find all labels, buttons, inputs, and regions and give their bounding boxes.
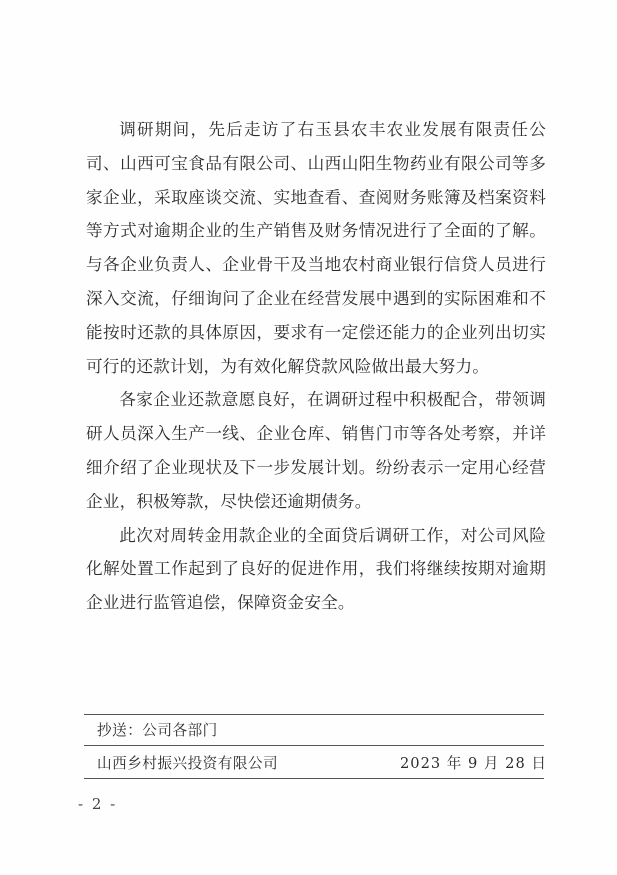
issuing-organization: 山西乡村振兴投资有限公司 [97,755,279,772]
body-paragraph-1: 调研期间，先后走访了右玉县农丰农业发展有限责任公司、山西可宝食品有限公司、山西山阳生物药业有限公司等多家企业，采取座谈交流、实地查看、查阅财务账簿及档案资料等方式对逾期企业的生产销售及财务情况进行了全面的了解。与各企业负责人、企业骨干及当地农村商业银行信贷人员进行深入交流，仔细询问了企业在经营发展中遇到的实际困难和不能按时还款的具体原因，要求有一定偿还能力的企业列出切实可行的还款计划，为有效化解贷款风险做出最大努力。 [86,120,546,376]
body-paragraph-2: 各家企业还款意愿良好，在调研过程中积极配合，带领调研人员深入生产一线、企业仓库、销售门市等各处考察，并详细介绍了企业现状及下一步发展计划。纷纷表示一定用心经营企业，积极筹款，尽快偿还逾期债务。 [86,390,546,511]
issue-date: 2023 年 9 月 28 日 [400,755,547,772]
footer-top-rule [84,714,544,715]
document-body [86,113,546,620]
page-number: - 2 - [78,795,118,813]
cc-recipients: 抄送：公司各部门 [97,722,218,739]
footer-bottom-rule [84,778,544,779]
footer-middle-rule [84,745,544,746]
body-paragraph-3: 此次对周转金用款企业的全面贷后调研工作，对公司风险化解处置工作起到了良好的促进作用，我们将继续按期对逾期企业进行监管追偿，保障资金安全。 [86,525,546,613]
